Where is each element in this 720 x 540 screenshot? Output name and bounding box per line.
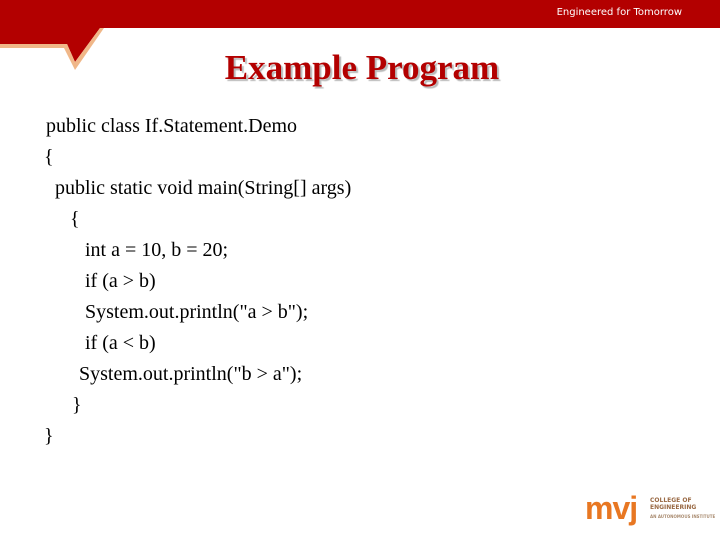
code-line: if (a < b) bbox=[85, 332, 156, 354]
code-line: { bbox=[70, 208, 80, 230]
logo-line-2: ENGINEERING bbox=[650, 504, 697, 511]
code-line: if (a > b) bbox=[85, 270, 156, 292]
code-line: } bbox=[72, 394, 82, 416]
logo-line-3: AN AUTONOMOUS INSTITUTE bbox=[650, 514, 716, 519]
code-line: int a = 10, b = 20; bbox=[85, 239, 229, 261]
header-tagline: Engineered for Tomorrow bbox=[556, 7, 682, 18]
code-line: public static void main(String[] args) bbox=[55, 177, 352, 199]
code-line: System.out.println("b > a"); bbox=[79, 363, 303, 385]
code-line: System.out.println("a > b"); bbox=[85, 301, 309, 323]
code-line: public class If.Statement.Demo bbox=[46, 115, 298, 137]
code-line: { bbox=[44, 146, 54, 168]
logo-line-1: COLLEGE OF bbox=[650, 497, 692, 504]
college-logo bbox=[585, 490, 716, 527]
code-line: } bbox=[44, 425, 54, 447]
slide-title: Example Program bbox=[224, 48, 500, 87]
logo-mark: mvj bbox=[585, 490, 638, 526]
